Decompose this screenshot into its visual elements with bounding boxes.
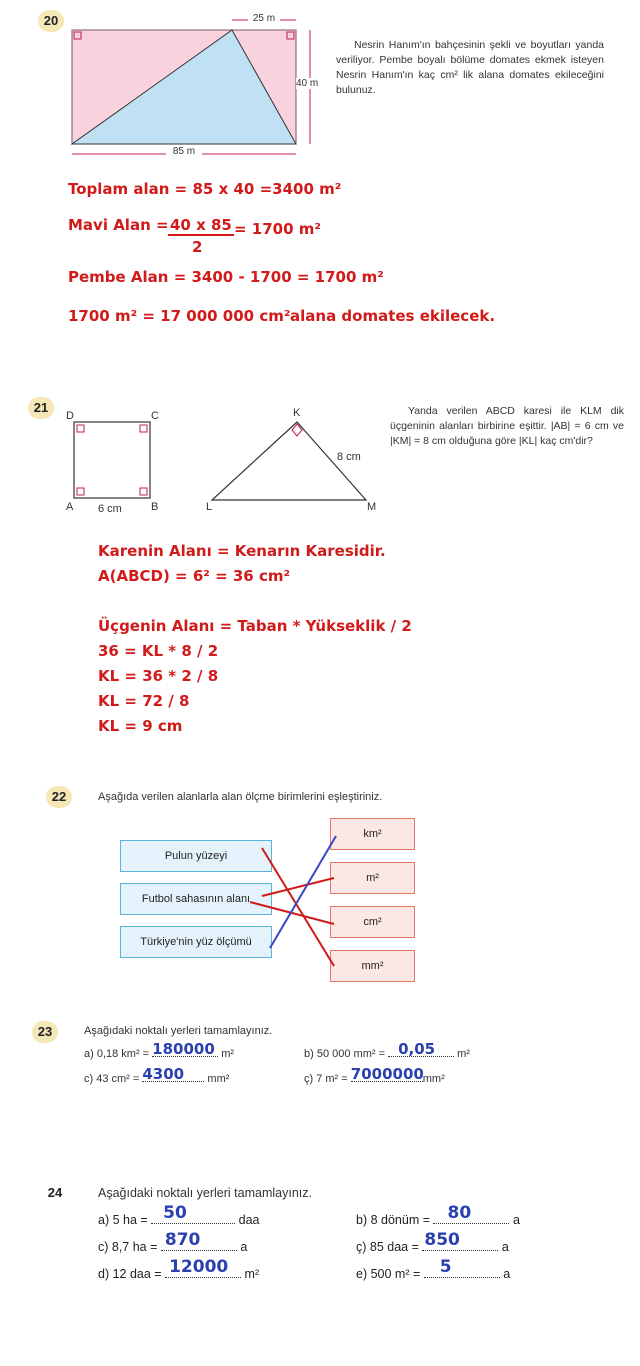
q24-item-e: d) 12 daa = 12000 m² [98, 1257, 260, 1281]
question-number-20: 20 [38, 10, 64, 32]
q23-answer-a: 180000 [152, 1040, 215, 1058]
q24-answer-b: 80 [447, 1203, 472, 1223]
right-angle-marker [140, 488, 147, 495]
label-m: M [367, 501, 377, 513]
solution-total-area: Toplam alan = 85 x 40 =3400 m² [68, 180, 342, 198]
label-l: L [206, 501, 213, 513]
q24-answer-a: 50 [163, 1203, 187, 1223]
solution-line: KL = 36 * 2 / 8 [98, 667, 219, 685]
solution-line: KL = 9 cm [98, 717, 183, 735]
question-20-text: Nesrin Hanım'ın bahçesinin şekli ve boyutları yanda veriliyor. Pembe boyalı bölüme domates ekmek isteyen Nesrin Hanım'ın kaç cm² lik alana domates ekileceğini bulunuz. [336, 39, 604, 96]
right-angle-marker [77, 425, 84, 432]
question-22-text: Aşağıda verilen alanlarla alan ölçme birimlerini eşleştiriniz. [98, 791, 383, 803]
solution-line: KL = 72 / 8 [98, 692, 190, 710]
q24-item-a: a) 5 ha = 50 daa [98, 1203, 260, 1227]
square-abcd [74, 422, 150, 498]
right-angle-marker [77, 488, 84, 495]
solution-blue-label: Mavi Alan = [68, 216, 169, 234]
q23-item-c: c) 43 cm² = 4300 mm² [84, 1065, 230, 1085]
solution-pink-area: Pembe Alan = 3400 - 1700 = 1700 m² [68, 268, 384, 286]
q24-item-f: e) 500 m² = 5 a [356, 1257, 511, 1281]
right-angle-marker [140, 425, 147, 432]
question-24-text: Aşağıdaki noktalı yerleri tamamlayınız. [98, 1186, 312, 1200]
match-left-3: Türkiye'nin yüz ölçümü [120, 926, 272, 958]
solution-line: 36 = KL * 8 / 2 [98, 642, 219, 660]
solution-21 [98, 542, 518, 742]
dim-bottom-label: 85 m [172, 146, 196, 157]
match-left-2: Futbol sahasının alanı [120, 883, 272, 915]
match-line-red-1 [262, 848, 334, 966]
question-21-text: Yanda verilen ABCD karesi ile KLM dik üçgeninin alanları birbirine eşittir. |AB| = 6 cm ve |KM| = 8 cm olduğuna göre |KL| kaç cm'dir? [390, 405, 624, 447]
label-k: K [293, 407, 301, 419]
q23-item-b: b) 50 000 mm² = 0,05 m² [304, 1040, 470, 1060]
q24-answer-f: 5 [439, 1257, 452, 1277]
label-square-side: 6 cm [98, 503, 122, 515]
match-right-4: mm² [330, 950, 415, 982]
q23-answer-c: 4300 [142, 1065, 185, 1083]
garden-figure [60, 8, 325, 160]
solution-final-sentence: alana domates ekilecek. [290, 307, 496, 325]
solution-final-conversion: 1700 m² = 17 000 000 cm² [68, 307, 291, 325]
label-a: A [66, 501, 74, 513]
q23-item-d: ç) 7 m² = 7000000 mm² [304, 1065, 445, 1085]
q23-item-a: a) 0,18 km² = 180000 m² [84, 1040, 235, 1060]
solution-line: Karenin Alanı = Kenarın Karesidir. [98, 542, 386, 560]
q24-item-c: c) 8,7 ha = 870 a [98, 1230, 248, 1254]
match-line-blue [270, 836, 336, 948]
q24-answer-c: 870 [164, 1230, 201, 1250]
q24-item-b: b) 8 dönüm = 80 a [356, 1203, 520, 1227]
label-b: B [151, 501, 159, 513]
solution-blue-numerator: 40 x 85 [170, 216, 232, 234]
match-right-1: km² [330, 818, 415, 850]
solution-line: A(ABCD) = 6² = 36 cm² [98, 567, 291, 585]
dim-side-label: 40 m [296, 78, 319, 89]
label-triangle-side: 8 cm [337, 451, 361, 463]
solution-line [98, 592, 518, 617]
match-left-1: Pulun yüzeyi [120, 840, 272, 872]
solution-blue-result: = 1700 m² [234, 220, 321, 238]
label-c: C [151, 410, 159, 422]
q24-item-d: ç) 85 daa = 850 a [356, 1230, 509, 1254]
match-right-3: cm² [330, 906, 415, 938]
solution-line: Üçgenin Alanı = Taban * Yükseklik / 2 [98, 617, 412, 635]
label-d: D [66, 410, 74, 422]
match-line-red-2 [262, 878, 334, 896]
q24-answer-e: 12000 [169, 1257, 229, 1277]
q24-answer-d: 850 [424, 1230, 460, 1250]
dim-top-label: 25 m [252, 13, 276, 24]
question-number-22: 22 [46, 786, 72, 808]
question-number-21: 21 [28, 397, 54, 419]
question-number-23: 23 [32, 1021, 58, 1043]
question-number-24: 24 [47, 1185, 63, 1200]
solution-blue-denominator: 2 [192, 238, 203, 256]
q23-answer-d: 7000000 [350, 1065, 424, 1083]
q23-answer-b: 0,05 [398, 1040, 436, 1058]
question-23-text: Aşağıdaki noktalı yerleri tamamlayınız. [84, 1025, 273, 1037]
match-right-2: m² [330, 862, 415, 894]
